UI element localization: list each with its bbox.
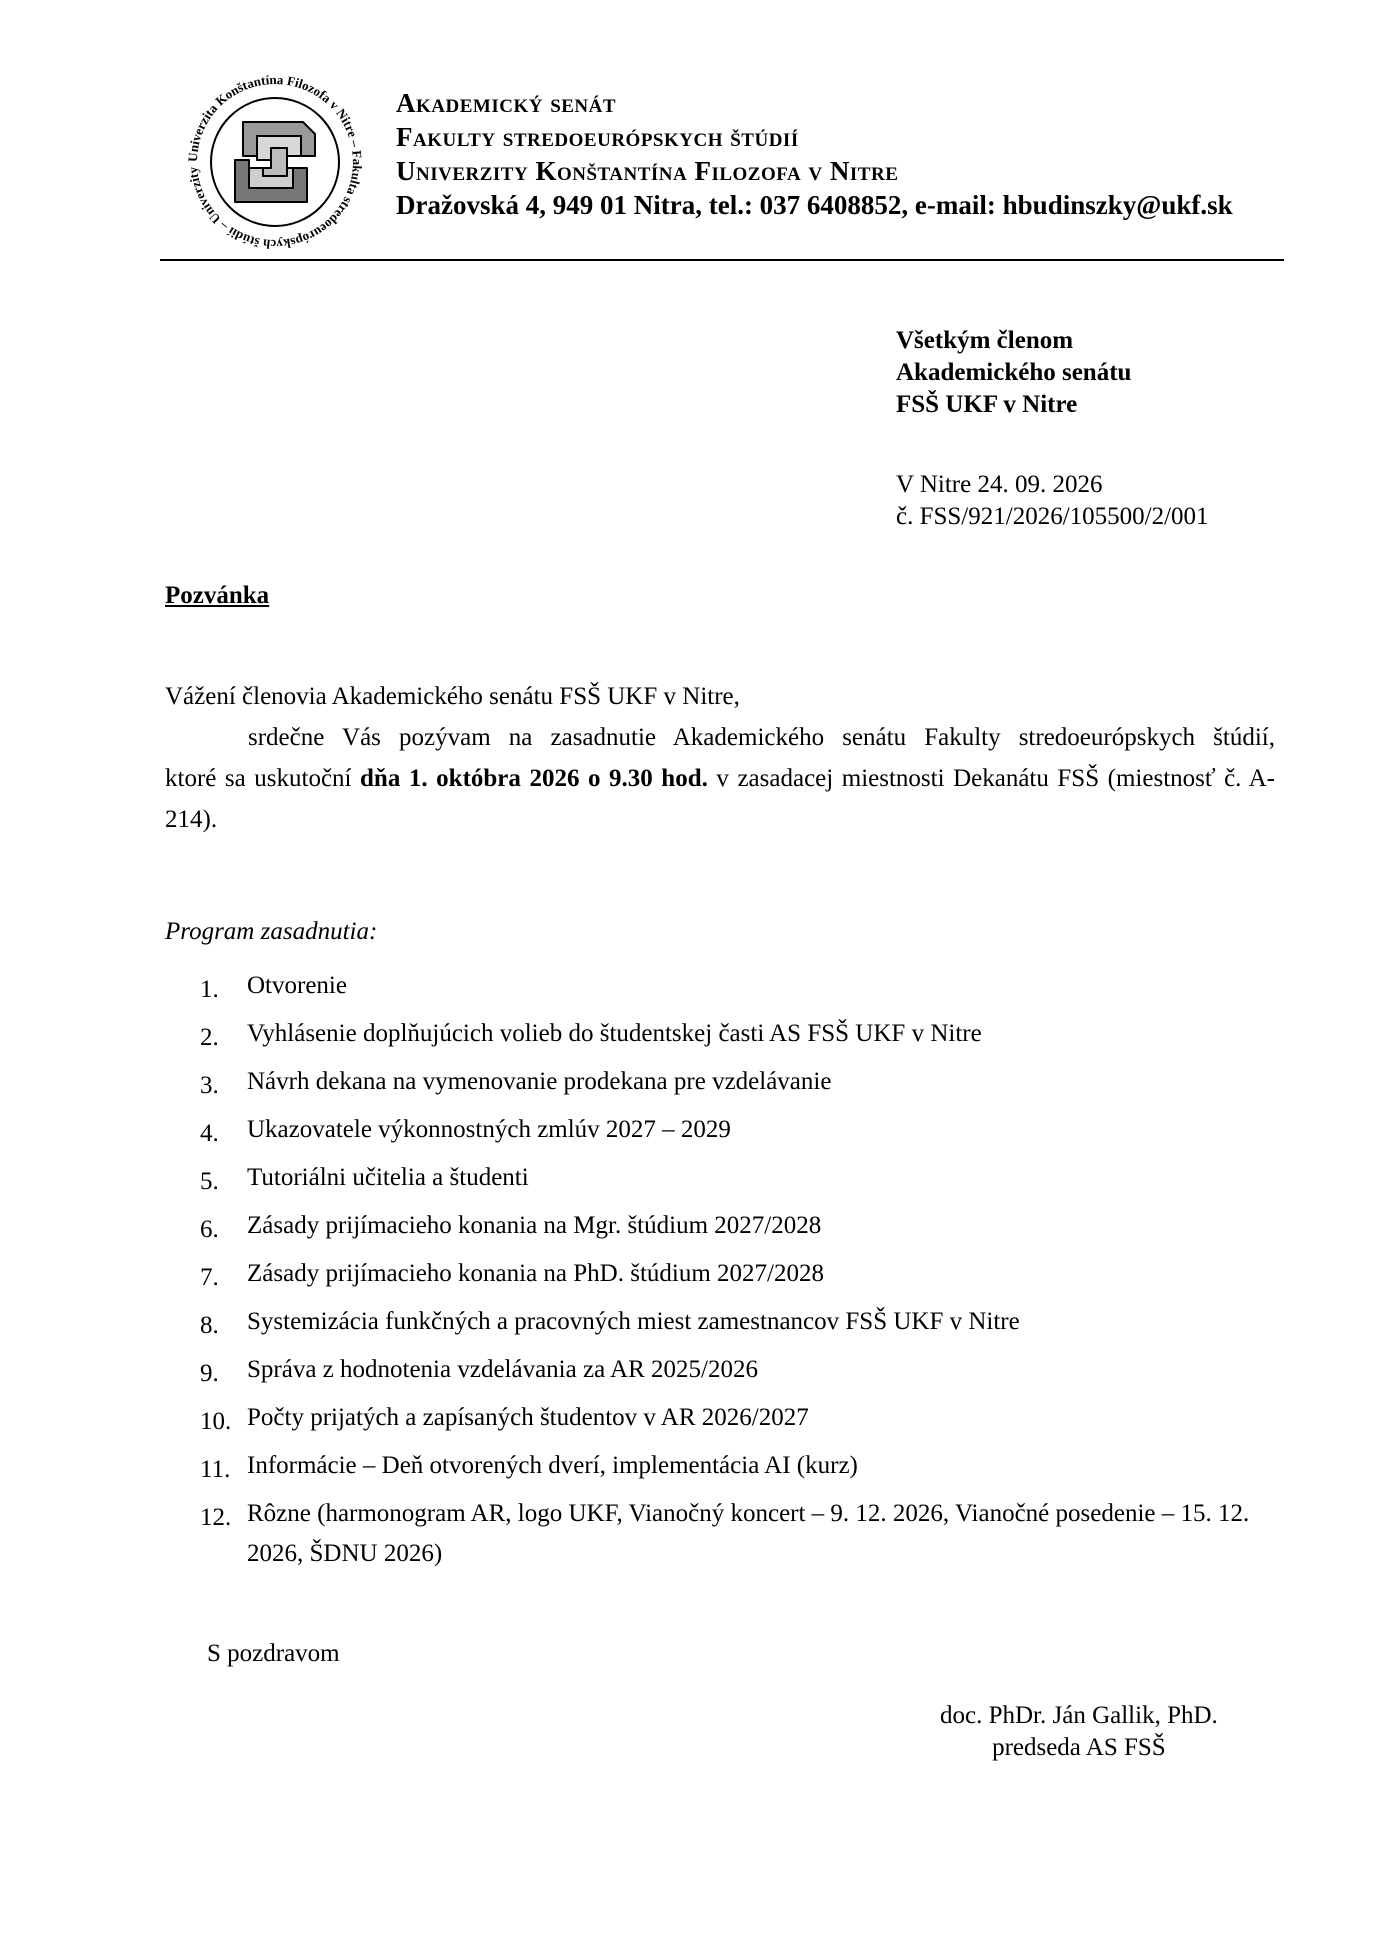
letterhead-address: Dražovská 4, 949 01 Nitra, tel.: 037 6408852, e-mail: hbudinszky@ukf.sk <box>396 190 1233 220</box>
letterhead-line1: Akademický senát <box>396 88 617 118</box>
agenda-item-text: Rôzne (harmonogram AR, logo UKF, Vianočný koncert – 9. 12. 2026, Vianočné posedenie – 15. 12. 2026, ŠDNU 2026) <box>247 1500 1250 1567</box>
agenda-item-number: 7. <box>200 1264 219 1291</box>
body-text-b: v zasadacej miestnosti Dekanátu FSŠ (miestnosť č. A-214). <box>165 765 1275 833</box>
agenda-item <box>200 1254 1290 1294</box>
agenda-item-number: 3. <box>200 1072 219 1099</box>
agenda-item-text: Systemizácia funkčných a pracovných miest zamestnancov FSŠ UKF v Nitre <box>247 1308 1020 1335</box>
agenda-item-number: 12. <box>200 1504 232 1531</box>
meeting-datetime: dňa 1. októbra 2026 o 9.30 hod. <box>360 765 708 792</box>
faculty-logo <box>183 70 367 254</box>
letterhead-line2: Fakulty stredoeurópskych štúdií <box>396 122 799 152</box>
agenda-item-number: 11. <box>200 1456 231 1483</box>
agenda-item <box>200 1158 1290 1198</box>
salutation: Vážení členovia Akademického senátu FSŠ UKF v Nitre, <box>165 683 740 710</box>
letterhead-line3: Univerzity Konštantína Filozofa v Nitre <box>396 156 899 186</box>
agenda-item-text: Vyhlásenie doplňujúcich volieb do študentskej časti AS FSŠ UKF v Nitre <box>247 1020 982 1047</box>
signatory-role: predseda AS FSŠ <box>992 1734 1166 1761</box>
body-line1: srdečne Vás pozývam na zasadnutie Akademického senátu Fakulty stredoeurópskych štúdií, <box>248 724 1275 751</box>
letterhead <box>396 86 1233 222</box>
agenda-item <box>200 1014 1290 1054</box>
header-divider <box>160 259 1284 261</box>
agenda-item <box>200 1062 1290 1102</box>
agenda-item-number: 5. <box>200 1168 219 1195</box>
agenda-item-number: 9. <box>200 1360 219 1387</box>
agenda-item <box>200 1302 1290 1342</box>
reference-number: č. FSS/921/2026/105500/2/001 <box>896 503 1209 530</box>
logo-text: Univerzita Konštantína Filozofa v Nitre – Fakulta stredoeurópskych štúdií – Univerzity <box>184 71 366 253</box>
letter-body <box>165 676 1275 840</box>
body-text-a: ktoré sa uskutoční <box>165 765 361 792</box>
agenda-item-text: Otvorenie <box>247 972 347 999</box>
addressee-block <box>896 325 1131 421</box>
agenda-item-text: Informácie – Deň otvorených dverí, implementácia AI (kurz) <box>247 1452 858 1479</box>
agenda-item-text: Počty prijatých a zapísaných študentov v AR 2026/2027 <box>247 1404 809 1431</box>
agenda-item <box>200 1494 1290 1574</box>
agenda-list <box>200 966 1290 1582</box>
agenda-item <box>200 1110 1290 1150</box>
agenda-item-text: Návrh dekana na vymenovanie prodekana pre vzdelávanie <box>247 1068 832 1095</box>
agenda-item-number: 6. <box>200 1216 219 1243</box>
agenda-item-number: 8. <box>200 1312 219 1339</box>
agenda-item-number: 10. <box>200 1408 232 1435</box>
agenda-item-text: Ukazovatele výkonnostných zmlúv 2027 – 2029 <box>247 1116 731 1143</box>
agenda-item-text: Správa z hodnotenia vzdelávania za AR 2025/2026 <box>247 1356 758 1383</box>
agenda-item <box>200 1206 1290 1246</box>
agenda-item <box>200 1446 1290 1486</box>
agenda-item-text: Tutoriálni učitelia a študenti <box>247 1164 529 1191</box>
agenda-item <box>200 966 1290 1006</box>
addressee-line3: FSŠ UKF v Nitre <box>896 391 1078 418</box>
date-reference-block <box>896 469 1209 533</box>
addressee-line2: Akademického senátu <box>896 359 1132 386</box>
agenda-item-number: 2. <box>200 1024 219 1051</box>
agenda-item-text: Zásady prijímacieho konania na PhD. štúdium 2027/2028 <box>247 1260 824 1287</box>
addressee-line1: Všetkým členom <box>896 327 1074 354</box>
agenda-item <box>200 1398 1290 1438</box>
signatory-name: doc. PhDr. Ján Gallik, PhD. <box>940 1702 1218 1729</box>
place-date: V Nitre 24. 09. 2026 <box>896 471 1103 498</box>
agenda-item-number: 4. <box>200 1120 219 1147</box>
closing-greeting: S pozdravom <box>207 1640 340 1667</box>
signature-block <box>940 1700 1218 1764</box>
agenda-item-number: 1. <box>200 976 219 1003</box>
agenda-item-text: Zásady prijímacieho konania na Mgr. štúdium 2027/2028 <box>247 1212 822 1239</box>
agenda-item <box>200 1350 1290 1390</box>
body-paragraph <box>165 758 1275 840</box>
subject-heading: Pozvánka <box>165 582 270 609</box>
program-title: Program zasadnutia: <box>165 918 378 945</box>
